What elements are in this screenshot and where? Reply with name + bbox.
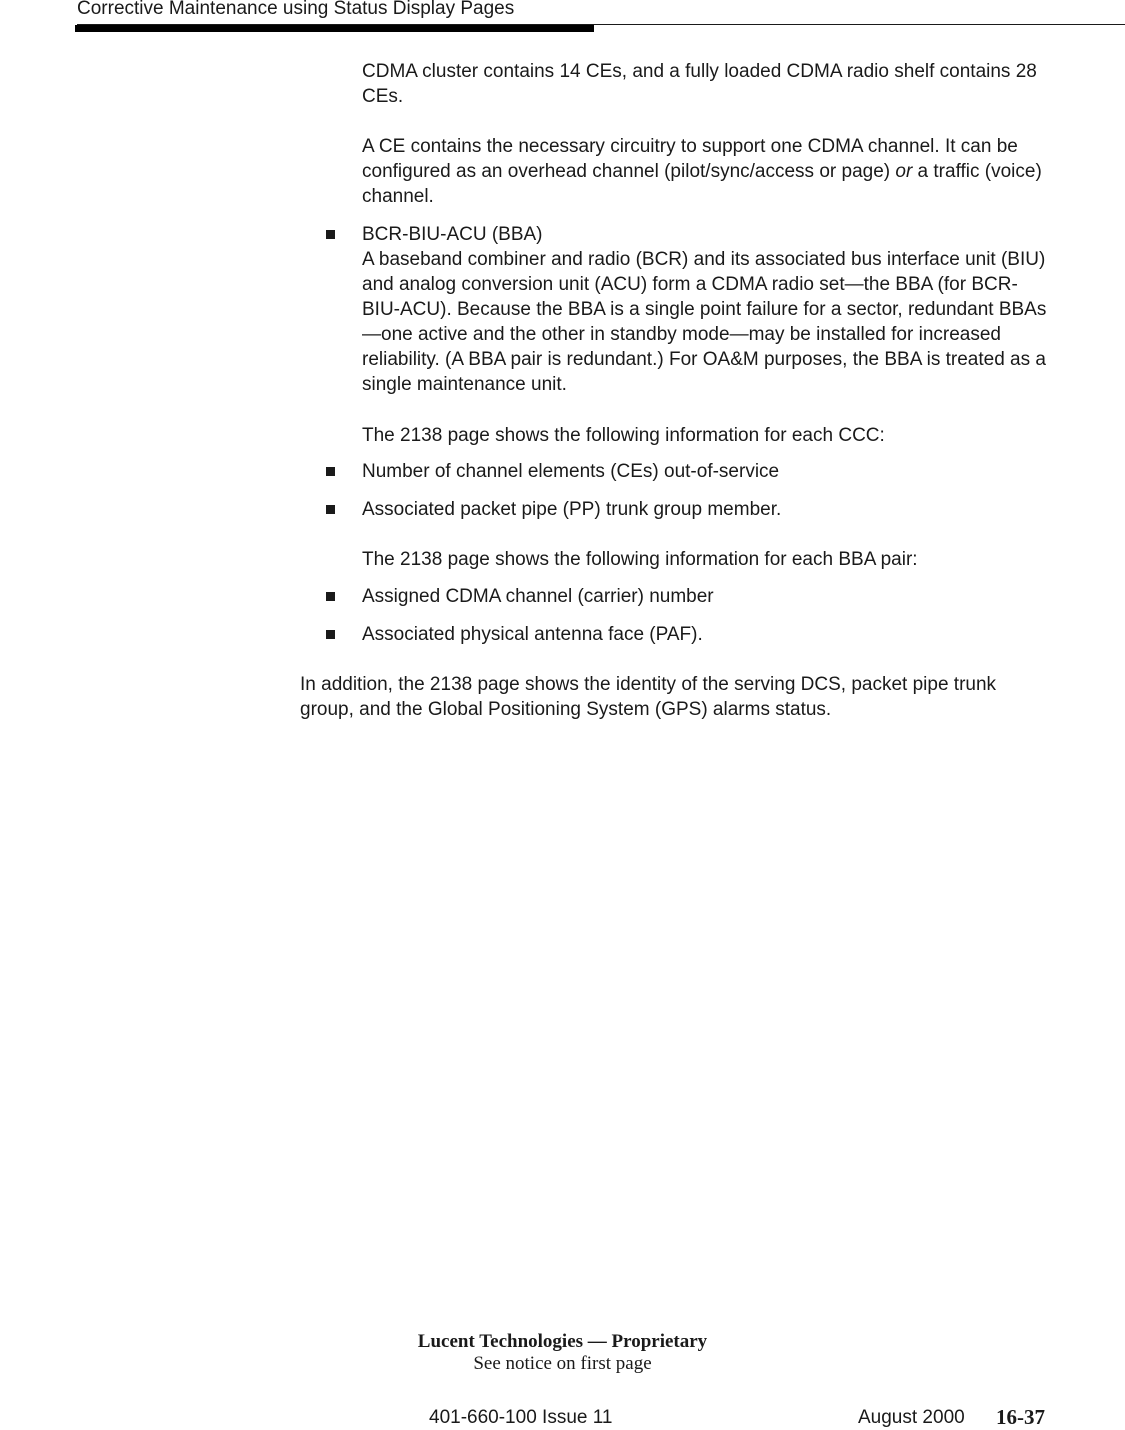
footer-company: Lucent Technologies — Proprietary [417,1331,708,1352]
list-item-text: Number of channel elements (CEs) out-of-service [362,461,780,482]
list-item-text: Associated physical antenna face (PAF). [362,624,703,645]
emphasis-or: or [895,161,913,182]
bba-title: BCR-BIU-ACU (BBA) [362,224,543,245]
footer-notice: See notice on first page [473,1353,652,1374]
list-item-text: Associated packet pipe (PP) trunk group member. [362,499,782,520]
bullet-square-icon [326,592,335,601]
paragraph-closing: In addition, the 2138 page shows the identity of the serving DCS, packet pipe trunk group, and the Global Positioning System (GPS) alarms status. [300,674,997,720]
paragraph-cluster-ces: CDMA cluster contains 14 CEs, and a fully loaded CDMA radio shelf contains 28 CEs. [362,61,1037,107]
footer-date: August 2000 [858,1407,965,1428]
bullet-square-icon [326,467,335,476]
paragraph-ce-description [362,134,1062,209]
paragraph-bba-intro: The 2138 page shows the following information for each BBA pair: [362,549,918,570]
bba-description: A baseband combiner and radio (BCR) and its associated bus interface unit (BIU) and analog conversion unit (ACU) form a CDMA radio set—the BBA (for BCR-BIU-ACU). Because the BBA is a single point failure for a sector, redundant BBAs—one active and the other in standby mode—may be installed for increased reliability. (A BBA pair is redundant.) For OA&M purposes, the BBA is treated as a single maintenance unit. [362,249,1047,395]
bullet-square-icon [326,230,335,239]
list-item-text: Assigned CDMA channel (carrier) number [362,586,714,607]
footer-doc-issue: 401-660-100 Issue 11 [429,1407,613,1428]
paragraph-ce-text: A CE contains the necessary circuitry to support one CDMA channel. It can be configured as an overhead channel (pilot/sync/access or page) [362,136,1018,182]
bullet-square-icon [326,505,335,514]
header-rule-bar [75,25,594,32]
page-number: 16-37 [996,1405,1045,1429]
running-header: Corrective Maintenance using Status Display Pages [77,0,515,19]
paragraph-ce-text-end: a traffic (voice) channel. [362,161,1042,207]
paragraph-ccc-intro: The 2138 page shows the following information for each CCC: [362,425,885,446]
bullet-square-icon [326,630,335,639]
